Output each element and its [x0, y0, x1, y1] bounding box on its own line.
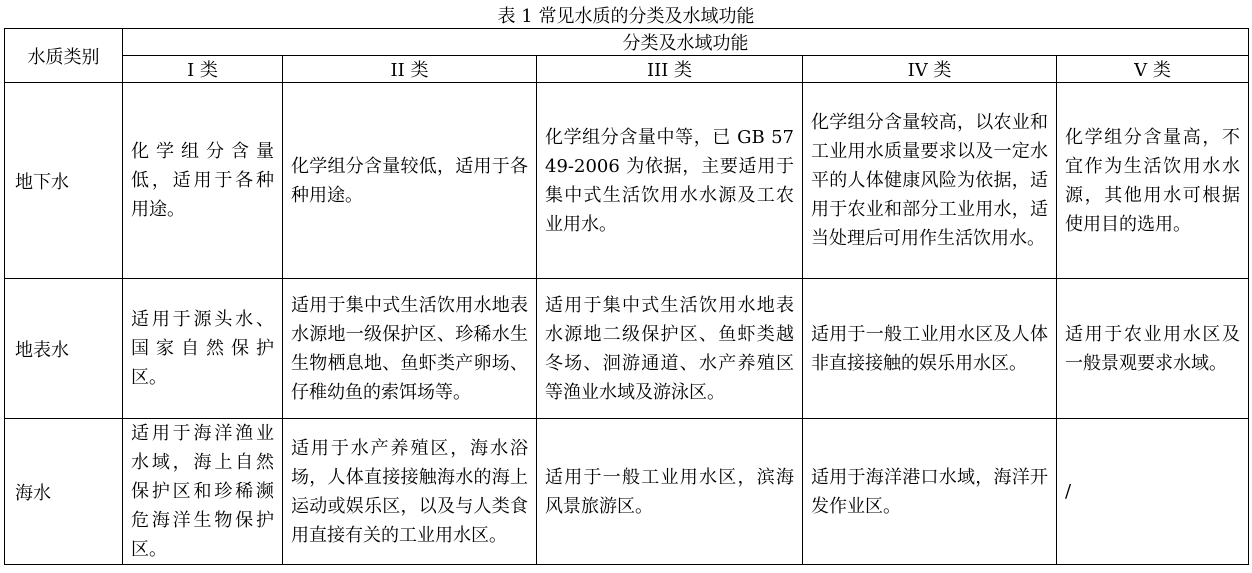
- class-header-row: [5, 56, 1249, 83]
- class-header-3: III 类: [537, 56, 803, 83]
- class-header-4: IV 类: [803, 56, 1057, 83]
- table-cell: 适用于海洋港口水域，海洋开发作业区。: [803, 419, 1057, 565]
- table-row: [5, 83, 1249, 279]
- table-row: [5, 279, 1249, 419]
- table-cell: 化学组分含量较低，适用于各种用途。: [283, 83, 537, 279]
- water-quality-table: [4, 28, 1249, 565]
- row-header-groundwater: 地下水: [5, 83, 123, 279]
- table-cell: 适用于水产养殖区，海水浴场，人体直接接触海水的海上运动或娱乐区，以及与人类食用直接有关的工业用水区。: [283, 419, 537, 565]
- table-cell: 适用于农业用水区及一般景观要求水域。: [1057, 279, 1249, 419]
- table-header-row: [5, 29, 1249, 56]
- table-cell: 适用于一般工业用水区及人体非直接接触的娱乐用水区。: [803, 279, 1057, 419]
- table-cell: /: [1057, 419, 1249, 565]
- class-header-1: I 类: [123, 56, 283, 83]
- table-cell: 适用于海洋渔业水域，海上自然保护区和珍稀濒危海洋生物保护区。: [123, 419, 283, 565]
- table-cell: 适用于集中式生活饮用水地表水源地二级保护区、鱼虾类越冬场、洄游通道、水产养殖区等渔业水域及游泳区。: [537, 279, 803, 419]
- classification-function-header: 分类及水域功能: [123, 29, 1249, 56]
- table-cell: 适用于源头水、国家自然保护区。: [123, 279, 283, 419]
- table-row: [5, 419, 1249, 565]
- table-cell: 化学组分含量低，适用于各种用途。: [123, 83, 283, 279]
- table-cell: 化学组分含量较高，以农业和工业用水质量要求以及一定水平的人体健康风险为依据，适用于农业和部分工业用水，适当处理后可用作生活饮用水。: [803, 83, 1057, 279]
- row-header-seawater: 海水: [5, 419, 123, 565]
- class-header-2: II 类: [283, 56, 537, 83]
- table-caption: 表 1 常见水质的分类及水域功能: [497, 6, 755, 27]
- class-header-5: V 类: [1057, 56, 1249, 83]
- table-cell: 化学组分含量中等，已 GB 5749-2006 为依据，主要适用于集中式生活饮用水水源及工农业用水。: [537, 83, 803, 279]
- table-cell: 适用于集中式生活饮用水地表水源地一级保护区、珍稀水生生物栖息地、鱼虾类产卵场、仔稚幼鱼的索饵场等。: [283, 279, 537, 419]
- quality-category-header: 水质类别: [5, 29, 123, 83]
- table-cell: 适用于一般工业用水区，滨海风景旅游区。: [537, 419, 803, 565]
- table-cell: 化学组分含量高，不宜作为生活饮用水水源，其他用水可根据使用目的选用。: [1057, 83, 1249, 279]
- row-header-surface-water: 地表水: [5, 279, 123, 419]
